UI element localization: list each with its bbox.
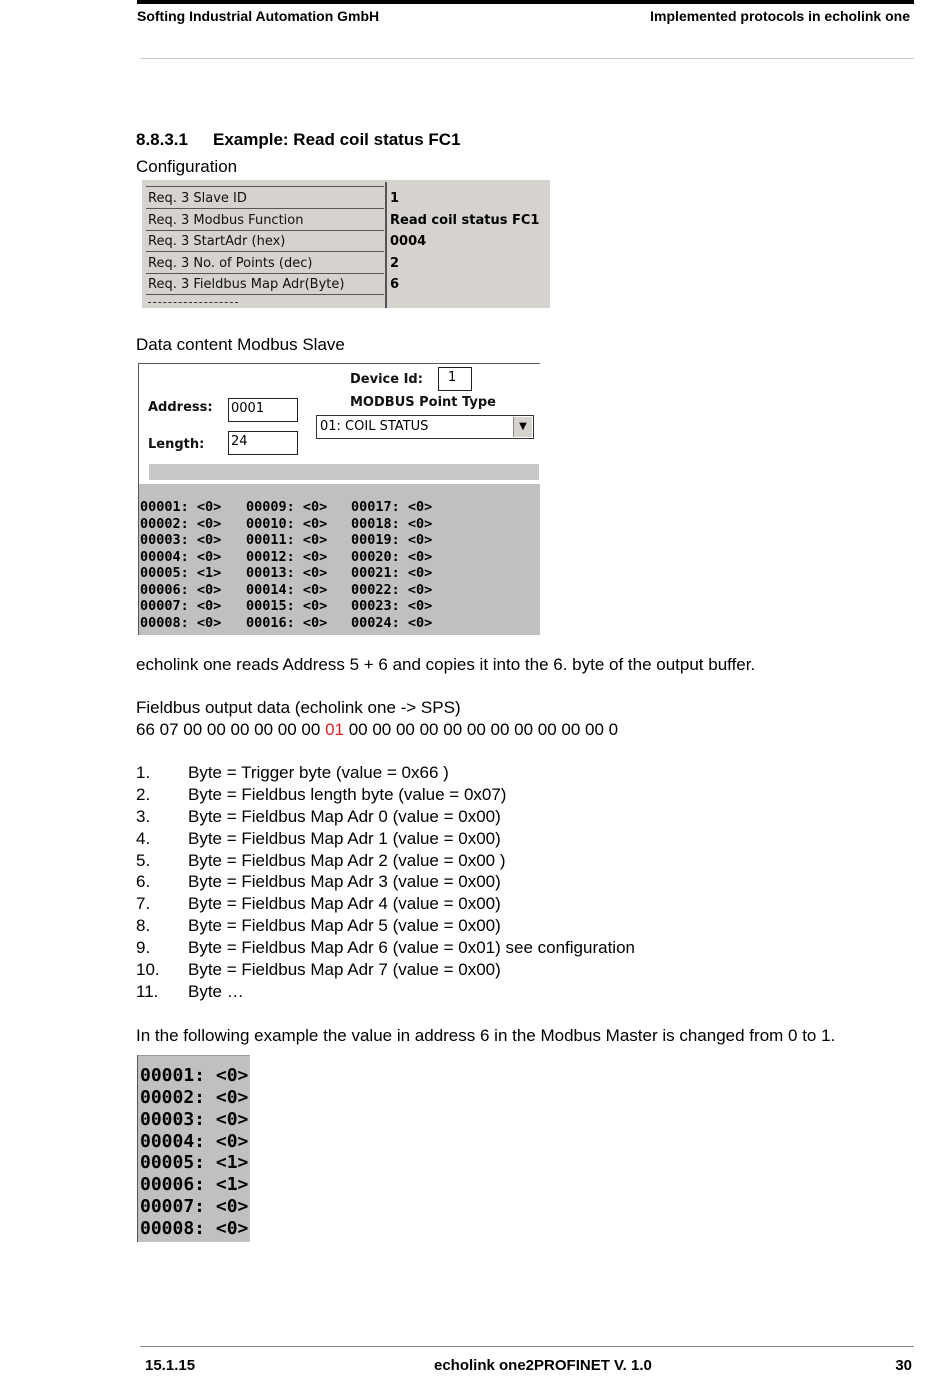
list-text: Byte = Fieldbus Map Adr 7 (value = 0x00) <box>188 960 501 979</box>
coil-cell: 00010: <0> <box>246 516 328 532</box>
list-item <box>136 851 506 871</box>
config-row-label: Req. 3 StartAdr (hex) <box>148 234 286 249</box>
list-item <box>136 938 635 958</box>
row-underline <box>146 208 384 209</box>
list-text: Byte = Trigger byte (value = 0x66 ) <box>188 763 449 782</box>
config-row-label: Req. 3 Slave ID <box>148 191 247 206</box>
list-text: Byte = Fieldbus length byte (value = 0x07) <box>188 785 507 804</box>
footer-date: 15.1.15 <box>145 1357 196 1374</box>
config-row-label: Req. 3 No. of Points (dec) <box>148 256 313 271</box>
list-item <box>136 982 244 1002</box>
list-text: Byte = Fieldbus Map Adr 2 (value = 0x00 ) <box>188 851 506 870</box>
coil-cell: 00001: <0> <box>140 499 222 515</box>
config-row-value: 6 <box>390 277 400 292</box>
coil-cell: 00011: <0> <box>246 532 328 548</box>
list-item <box>136 872 501 892</box>
section-title: Example: Read coil status FC1 <box>213 130 461 149</box>
config-row <box>142 274 550 295</box>
list-item <box>136 960 501 980</box>
coil-cell: 00008: <0> <box>140 615 222 631</box>
coil-cell: 00003: <0> <box>140 1109 249 1130</box>
list-number: 8. <box>136 916 151 935</box>
config-row <box>142 210 550 231</box>
fieldbus-data-before: 66 07 00 00 00 00 00 00 <box>136 720 326 739</box>
page-number: 30 <box>895 1357 912 1374</box>
fieldbus-data-highlight: 01 <box>325 720 344 739</box>
list-number: 2. <box>136 785 151 804</box>
config-row <box>142 253 550 274</box>
header-divider <box>140 58 914 59</box>
coil-cell: 00006: <1> <box>140 1174 249 1195</box>
coil-cell: 00002: <0> <box>140 516 222 532</box>
panel-separator-bar <box>149 464 539 480</box>
header-chapter: Implemented protocols in echolink one <box>650 8 910 24</box>
coil-cell: 00023: <0> <box>351 598 433 614</box>
config-row-value: 1 <box>390 191 400 206</box>
list-number: 5. <box>136 851 151 870</box>
coil-cell: 00004: <0> <box>140 549 222 565</box>
point-type-select[interactable] <box>316 415 534 439</box>
config-row-value: Read coil status FC1 <box>390 213 540 228</box>
coil-cell: 00016: <0> <box>246 615 328 631</box>
configuration-table <box>142 180 550 308</box>
following-paragraph: In the following example the value in address 6 in the Modbus Master is changed from 0 to 1. <box>136 1026 836 1045</box>
coil-cell: 00015: <0> <box>246 598 328 614</box>
list-number: 6. <box>136 872 151 891</box>
list-text: Byte = Fieldbus Map Adr 5 (value = 0x00) <box>188 916 501 935</box>
coil-cell: 00024: <0> <box>351 615 433 631</box>
address-label: Address: <box>148 400 213 415</box>
list-item <box>136 785 506 805</box>
list-text: Byte … <box>188 982 244 1001</box>
config-row-label: Req. 3 Fieldbus Map Adr(Byte) <box>148 277 345 292</box>
table-top-line <box>146 186 384 187</box>
list-number: 3. <box>136 807 151 826</box>
list-item <box>136 916 501 936</box>
length-label: Length: <box>148 437 205 452</box>
config-row <box>142 231 550 252</box>
point-type-value: 01: COIL STATUS <box>320 419 429 434</box>
coil-cell: 00006: <0> <box>140 582 222 598</box>
list-number: 10. <box>136 960 160 979</box>
configuration-label: Configuration <box>136 157 238 176</box>
coil-cell: 00019: <0> <box>351 532 433 548</box>
coil-cell: 00004: <0> <box>140 1131 249 1152</box>
dashed-line <box>148 302 238 303</box>
coil-cell: 00017: <0> <box>351 499 433 515</box>
chevron-down-icon[interactable]: ▼ <box>513 417 532 437</box>
list-text: Byte = Fieldbus Map Adr 6 (value = 0x01) see configuration <box>188 938 635 957</box>
coil-grid <box>139 484 540 635</box>
coil-cell: 00009: <0> <box>246 499 328 515</box>
list-number: 4. <box>136 829 151 848</box>
list-text: Byte = Fieldbus Map Adr 3 (value = 0x00) <box>188 872 501 891</box>
row-underline <box>146 294 384 295</box>
list-text: Byte = Fieldbus Map Adr 4 (value = 0x00) <box>188 894 501 913</box>
fieldbus-data-after: 00 00 00 00 00 00 00 00 00 00 00 0 <box>343 720 619 739</box>
point-type-label: MODBUS Point Type <box>350 395 496 410</box>
list-item <box>136 894 501 914</box>
list-item <box>136 763 449 783</box>
list-item <box>136 829 501 849</box>
list-text: Byte = Fieldbus Map Adr 1 (value = 0x00) <box>188 829 501 848</box>
reads-paragraph: echolink one reads Address 5 + 6 and copies it into the 6. byte of the output buffer. <box>136 655 756 674</box>
coil-cell: 00022: <0> <box>351 582 433 598</box>
row-underline <box>146 251 384 252</box>
coil-cell: 00002: <0> <box>140 1087 249 1108</box>
header-company: Softing Industrial Automation GmbH <box>137 8 380 24</box>
config-row-value: 0004 <box>390 234 427 249</box>
address-field[interactable]: 0001 <box>228 398 298 422</box>
fieldbus-label: Fieldbus output data (echolink one -> SPS) <box>136 698 461 717</box>
config-row-label: Req. 3 Modbus Function <box>148 213 304 228</box>
header-rule <box>137 0 914 4</box>
modbus-slave-panel <box>138 363 540 635</box>
list-number: 7. <box>136 894 151 913</box>
footer-title: echolink one2PROFINET V. 1.0 <box>434 1357 652 1374</box>
list-number: 1. <box>136 763 151 782</box>
coil-cell: 00005: <1> <box>140 1152 249 1173</box>
section-heading <box>136 130 461 150</box>
fieldbus-data <box>136 720 618 740</box>
footer-divider <box>140 1346 914 1347</box>
list-text: Byte = Fieldbus Map Adr 0 (value = 0x00) <box>188 807 501 826</box>
coil-cell: 00021: <0> <box>351 565 433 581</box>
master-coil-panel <box>137 1055 250 1242</box>
data-content-label: Data content Modbus Slave <box>136 335 345 354</box>
list-number: 9. <box>136 938 151 957</box>
coil-cell: 00013: <0> <box>246 565 328 581</box>
coil-cell: 00018: <0> <box>351 516 433 532</box>
config-row <box>142 188 550 209</box>
device-id-label: Device Id: <box>350 372 423 387</box>
coil-cell: 00001: <0> <box>140 1065 249 1086</box>
coil-cell: 00008: <0> <box>140 1218 249 1239</box>
coil-cell: 00007: <0> <box>140 1196 249 1217</box>
coil-cell: 00005: <1> <box>140 565 222 581</box>
coil-cell: 00020: <0> <box>351 549 433 565</box>
device-id-field[interactable]: 1 <box>438 367 472 391</box>
config-row-value: 2 <box>390 256 400 271</box>
coil-cell: 00003: <0> <box>140 532 222 548</box>
length-field[interactable]: 24 <box>228 431 298 455</box>
section-number: 8.8.3.1 <box>136 130 188 149</box>
coil-cell: 00014: <0> <box>246 582 328 598</box>
coil-cell: 00007: <0> <box>140 598 222 614</box>
coil-cell: 00012: <0> <box>246 549 328 565</box>
list-number: 11. <box>136 982 159 1001</box>
list-item <box>136 807 501 827</box>
